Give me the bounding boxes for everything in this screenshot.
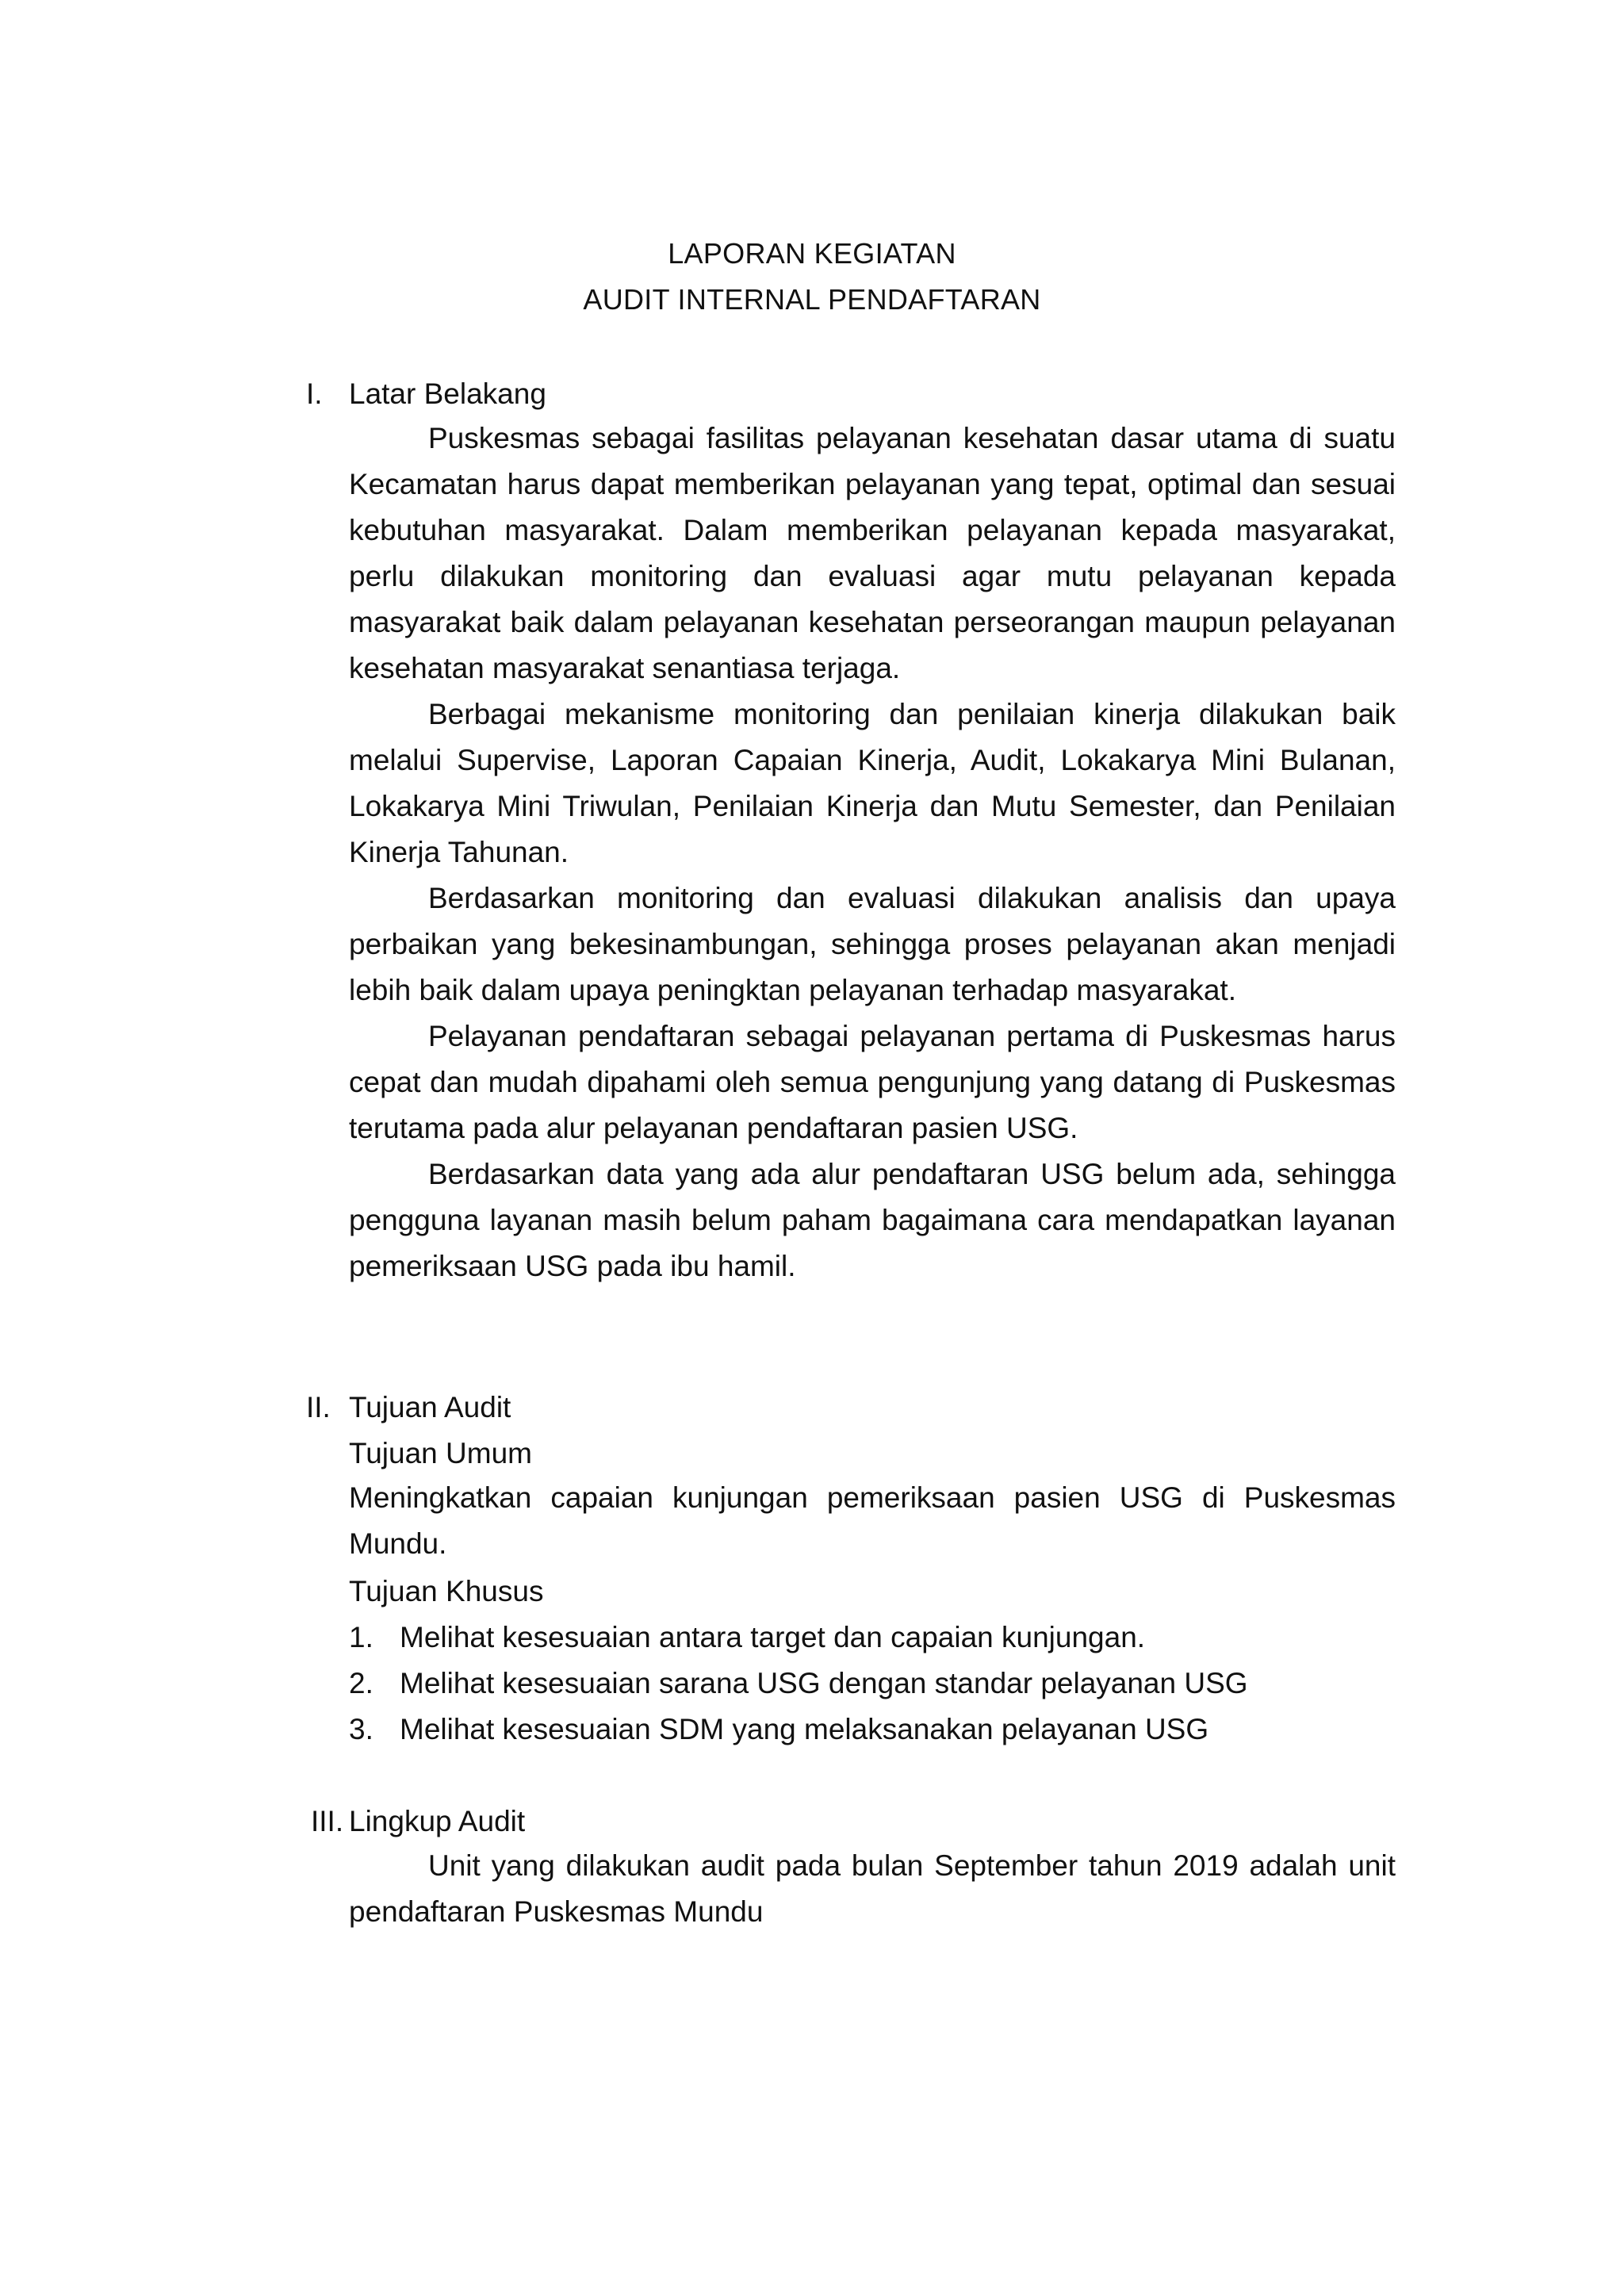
objective-item-text: Melihat kesesuaian antara target dan capaian kunjungan. [400, 1621, 1146, 1653]
section-1-paragraph-4: Pelayanan pendaftaran sebagai pelayanan pertama di Puskesmas harus cepat dan mudah dipahami oleh semua pengunjung yang datang di Puskesmas terutama pada alur pelayanan pendaftaran pasien USG. [349, 1020, 1396, 1144]
general-objective-text: Meningkatkan capaian kunjungan pemeriksaan pasien USG di Puskesmas Mundu. [349, 1481, 1396, 1560]
report-title-line-2: AUDIT INTERNAL PENDAFTARAN [583, 283, 1041, 316]
specific-objective-label: Tujuan Khusus [349, 1575, 544, 1607]
section-1-paragraph-1: Puskesmas sebagai fasilitas pelayanan kesehatan dasar utama di suatu Kecamatan harus dapat memberikan pelayanan yang tepat, optimal dan sesuai kebutuhan masyarakat. Dalam memberikan pelayanan kepada masyarakat, perlu dilakukan monitoring dan evaluasi agar mutu pelayanan kepada masyarakat baik dalam pelayanan kesehatan perseorangan maupun pelayanan kesehatan masyarakat senantiasa terjaga. [349, 422, 1396, 684]
general-objective-label: Tujuan Umum [349, 1437, 532, 1469]
report-title-line-1: LAPORAN KEGIATAN [668, 237, 956, 270]
section-1-number: I. [306, 377, 323, 410]
objective-item-text: Melihat kesesuaian SDM yang melaksanakan pelayanan USG [400, 1713, 1209, 1745]
objective-item-number: 1. [349, 1621, 373, 1653]
section-1-heading: Latar Belakang [349, 377, 546, 410]
section-3-paragraph-1: Unit yang dilakukan audit pada bulan September tahun 2019 adalah unit pendaftaran Puskesmas Mundu [349, 1849, 1396, 1928]
objective-item-text: Melihat kesesuaian sarana USG dengan standar pelayanan USG [400, 1667, 1248, 1699]
section-2-heading: Tujuan Audit [349, 1391, 511, 1423]
section-3-number: III. [311, 1805, 344, 1837]
section-1-paragraph-2: Berbagai mekanisme monitoring dan penilaian kinerja dilakukan baik melalui Supervise, Laporan Capaian Kinerja, Audit, Lokakarya Mini Bulanan, Lokakarya Mini Triwulan, Penilaian Kinerja dan Mutu Semester, dan Penilaian Kinerja Tahunan. [349, 698, 1396, 868]
objective-item-number: 3. [349, 1713, 373, 1745]
section-3-heading: Lingkup Audit [349, 1805, 526, 1837]
objective-item-number: 2. [349, 1667, 373, 1699]
section-2-number: II. [306, 1391, 331, 1423]
section-1-paragraph-3: Berdasarkan monitoring dan evaluasi dilakukan analisis dan upaya perbaikan yang bekesinambungan, sehingga proses pelayanan akan menjadi lebih baik dalam upaya peningktan pelayanan terhadap masyarakat. [349, 882, 1396, 1006]
section-1-paragraph-5: Berdasarkan data yang ada alur pendaftaran USG belum ada, sehingga pengguna layanan masih belum paham bagaimana cara mendapatkan layanan pemeriksaan USG pada ibu hamil. [349, 1158, 1396, 1282]
